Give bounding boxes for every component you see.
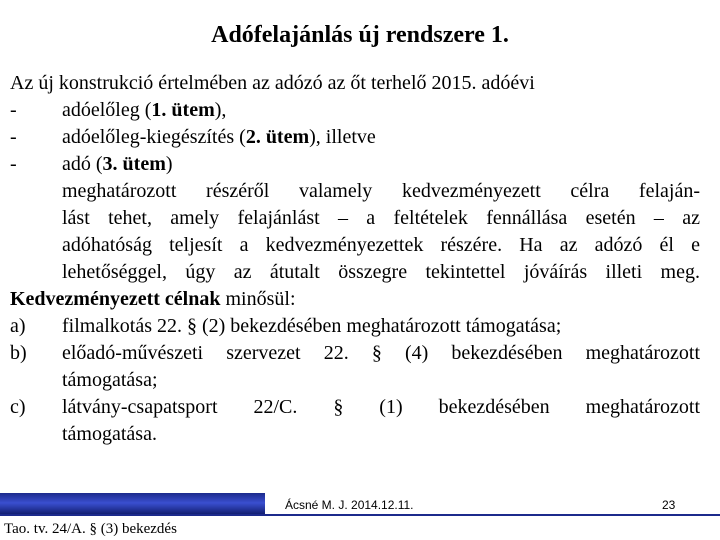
list-item-text: előadó-művészeti szervezet 22. § (4) bekezdésében meghatározott támogatása; [62, 342, 700, 391]
list-item-text: filmalkotás 22. § (2) bekezdésében meghatározott támogatása; [62, 315, 562, 337]
list-item [10, 394, 700, 448]
list-item [10, 124, 700, 151]
dash-marker: - [10, 153, 17, 175]
dash-marker: - [10, 99, 17, 121]
list-item-text: látvány-csapatsport 22/C. § (1) bekezdésében meghatározott támogatása. [62, 396, 700, 445]
letter-marker: a) [10, 315, 26, 337]
page-number: 23 [662, 498, 676, 512]
qualifies-heading: Kedvezményezett célnak minősül: [10, 288, 296, 310]
paragraph-line: adóhatóság teljesít a kedvezményezettek részére. Ha az adózó él e [62, 234, 700, 256]
footer-author-date: Ácsné M. J. 2014.12.11. [285, 498, 414, 512]
list-item [10, 97, 700, 124]
paragraph-line: lást tehet, amely felajánlást – a feltételek fennállása esetén – az [62, 207, 700, 229]
list-item [10, 151, 700, 178]
footer-divider [0, 514, 720, 516]
list-item-text: adóelőleg-kiegészítés (2. ütem), illetve [62, 126, 376, 148]
slide-body [10, 70, 700, 448]
intro-text: Az új konstrukció értelmében az adózó az őt terhelő 2015. adóévi [10, 72, 535, 94]
list-item [10, 313, 700, 340]
continuation-paragraph [10, 178, 700, 286]
list-item-text: adó (3. ütem) [62, 153, 173, 175]
letter-marker: b) [10, 342, 27, 364]
slide-title: Adófelajánlás új rendszere 1. [211, 22, 509, 48]
paragraph-line: lehetőséggel, úgy az átutalt összegre tekintettel jóváírás illeti meg. [62, 261, 700, 283]
list-item-text: adóelőleg (1. ütem), [62, 99, 227, 121]
paragraph-line: meghatározott részéről valamely kedvezményezett célra felaján- [62, 180, 700, 202]
footer-accent-bar [0, 493, 265, 515]
letter-marker: c) [10, 396, 26, 418]
list-item [10, 340, 700, 394]
legal-reference: Tao. tv. 24/A. § (3) bekezdés [4, 521, 177, 537]
dash-marker: - [10, 126, 17, 148]
